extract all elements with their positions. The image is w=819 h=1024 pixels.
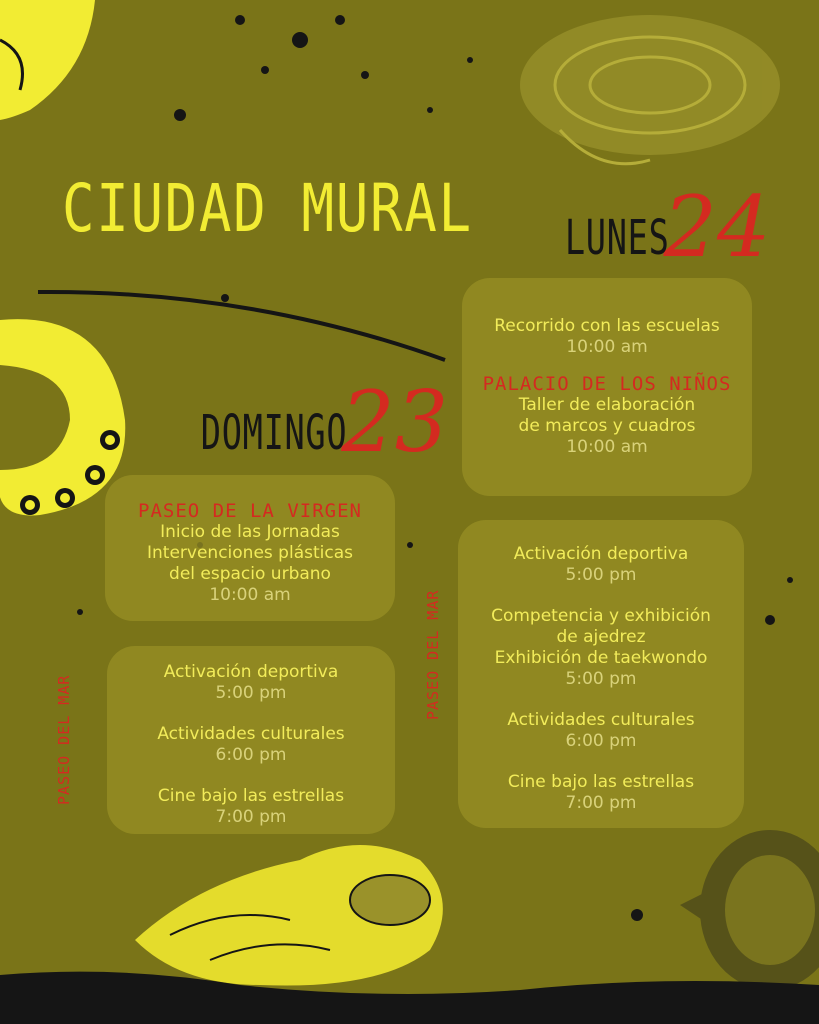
monday-schedule-card-1 bbox=[462, 278, 752, 496]
event-title: Cine bajo las estrellas bbox=[507, 772, 695, 792]
event-title: Cine bajo las estrellas bbox=[157, 786, 345, 806]
event-time: 7:00 pm bbox=[215, 807, 287, 827]
event-title: Taller de elaboración bbox=[518, 395, 696, 415]
event-title: del espacio urbano bbox=[169, 564, 331, 584]
event-time: 5:00 pm bbox=[215, 683, 287, 703]
monday-schedule-card-2 bbox=[458, 520, 744, 828]
event-title: Activación deportiva bbox=[163, 662, 339, 682]
sunday-schedule-card-2 bbox=[107, 646, 395, 834]
fish-illustration bbox=[520, 15, 780, 164]
location-label: PASEO DE LA VIRGEN bbox=[138, 500, 362, 522]
event-title: Recorrido con las escuelas bbox=[494, 316, 720, 336]
event-title: de marcos y cuadros bbox=[518, 416, 696, 436]
event-title: de ajedrez bbox=[556, 627, 646, 647]
sunday-location-vertical: PASEO DEL MAR bbox=[55, 674, 73, 805]
event-title: Competencia y exhibición bbox=[491, 606, 711, 626]
sunday-header bbox=[138, 373, 449, 471]
monday-day-name: LUNES bbox=[564, 209, 670, 266]
monday-day-number: 24 bbox=[663, 178, 771, 276]
event-time: 6:00 pm bbox=[215, 745, 287, 765]
sunday-schedule-card-1 bbox=[105, 475, 395, 621]
event-time: 10:00 am bbox=[566, 437, 648, 457]
event-title: Activación deportiva bbox=[513, 544, 689, 564]
bottom-wave bbox=[0, 972, 819, 1024]
event-title: Inicio de las Jornadas bbox=[160, 522, 340, 542]
event-title: Intervenciones plásticas bbox=[147, 543, 353, 563]
event-time: 5:00 pm bbox=[565, 669, 637, 689]
event-title: Exhibición de taekwondo bbox=[494, 648, 708, 668]
location-label: PALACIO DE LOS NIÑOS bbox=[482, 373, 732, 395]
event-time: 10:00 am bbox=[566, 337, 648, 357]
monday-header bbox=[520, 178, 771, 276]
event-time: 10:00 am bbox=[209, 585, 291, 605]
shell-illustration bbox=[135, 845, 443, 986]
event-title: Actividades culturales bbox=[157, 724, 345, 744]
event-title: Actividades culturales bbox=[507, 710, 695, 730]
monday-location-vertical: PASEO DEL MAR bbox=[424, 589, 442, 720]
moon-illustration bbox=[0, 0, 95, 120]
event-time: 5:00 pm bbox=[565, 565, 637, 585]
event-time: 6:00 pm bbox=[565, 731, 637, 751]
divider-line bbox=[38, 292, 445, 360]
page-title: CIUDAD MURAL bbox=[62, 170, 473, 247]
flatfish-illustration bbox=[680, 830, 819, 990]
sunday-day-number: 23 bbox=[341, 373, 449, 471]
event-time: 7:00 pm bbox=[565, 793, 637, 813]
sunday-day-name: DOMINGO bbox=[200, 404, 348, 461]
